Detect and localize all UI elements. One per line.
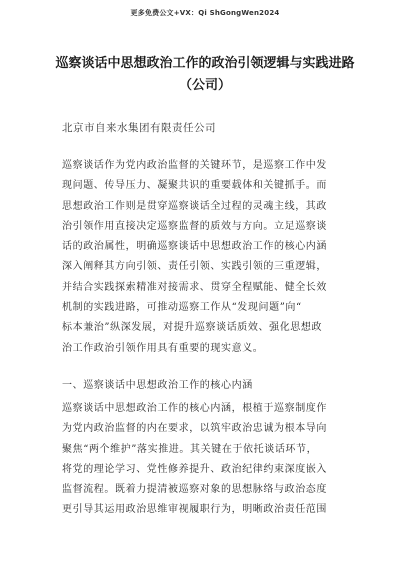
paragraph-line: 并结合实践探索精准对接需求、贯穿全程赋能、健全长效	[62, 281, 327, 293]
title-line-2: （公司）	[178, 78, 231, 93]
paragraph-line: 机制的实践进路，可推动巡察工作从“发现问题”向“	[62, 302, 302, 314]
paragraph-line: 将党的理论学习、党性修养提升、政治纪律约束深度嵌入	[62, 463, 327, 475]
paragraph-line: 现问题、传导压力、凝聚共识的重要载体和关键抓手。而	[62, 180, 327, 192]
paragraph-line: 治工作政治引领作用具有重要的现实意义。	[62, 342, 264, 354]
section-heading: 一、巡察谈话中思想政治工作的核心内涵	[62, 380, 253, 391]
paragraph-line: 聚焦“两个维护”落实推进。其关键在于依托谈话环节，	[62, 443, 318, 455]
paragraph-line: 标本兼治”纵深发展，对提升巡察谈话质效、强化思想政	[62, 322, 323, 334]
paragraph-line: 巡察谈话作为党内政治监督的关键环节，是巡察工作中发	[62, 160, 327, 171]
organization-name: 北京市自来水集团有限责任公司	[62, 122, 216, 134]
paragraph-line: 深入阐释其方向引领、责任引领、实践引领的三重逻辑，	[62, 261, 327, 273]
paragraph-line: 思想政治工作则是贯穿巡察谈话全过程的灵魂主线，其政	[62, 200, 327, 212]
watermark-header	[0, 0, 410, 22]
document-title	[30, 53, 380, 97]
paragraph-line: 监督流程。既着力提清被巡察对象的思想脉络与政治态度	[62, 484, 327, 496]
title-line-1: 巡察谈话中思想政治工作的政治引领逻辑与实践进路	[55, 56, 355, 71]
paragraph-line: 巡察谈话中思想政治工作的核心内涵，根植于巡察制度作	[62, 403, 327, 414]
paragraph-line: 治引领作用直接决定巡察监督的质效与方向。立足巡察谈	[62, 220, 327, 232]
paragraph-line: 更引导其运用政治思维审视履职行为，明晰政治责任范围	[62, 504, 327, 516]
intro-paragraph	[62, 156, 362, 359]
paragraph-line: 为党内政治监督的内在要求，以筑牢政治忠诚为根本导向	[62, 423, 327, 435]
watermark-text: 更多免费公文+VX：Qi ShGongWen2024	[130, 9, 280, 17]
section-paragraph	[62, 399, 362, 521]
paragraph-line: 话的政治属性，明确巡察谈话中思想政治工作的核心内涵	[62, 241, 327, 253]
